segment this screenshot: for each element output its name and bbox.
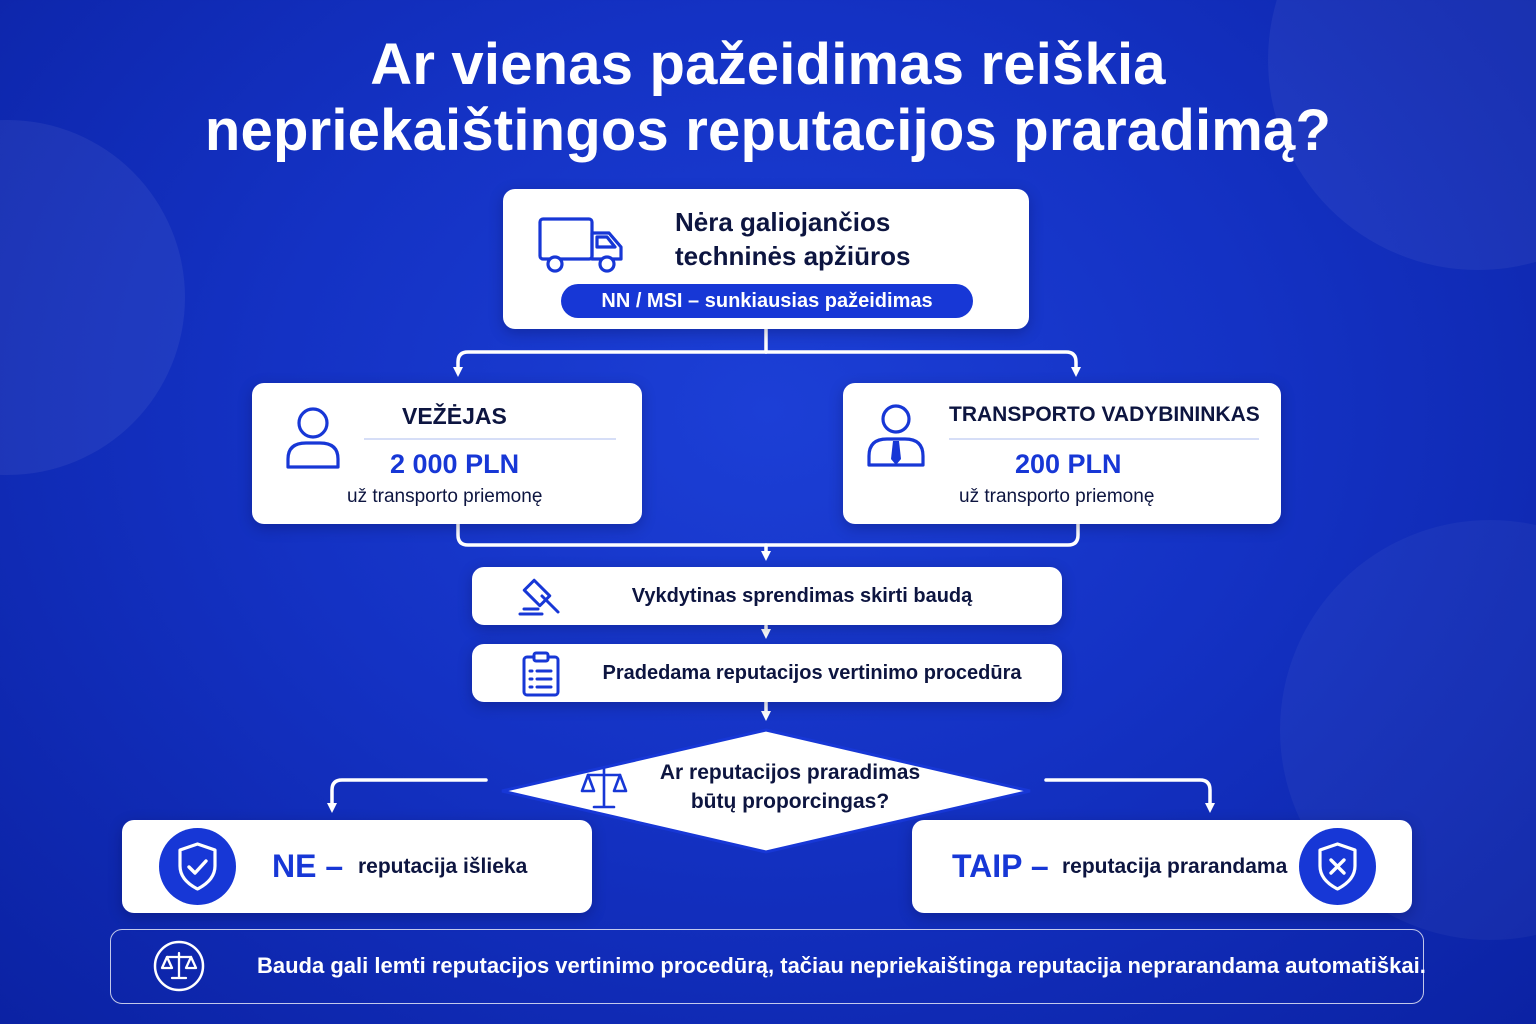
carrier-amount: 2 000 PLN (390, 449, 520, 479)
truck-icon (537, 215, 625, 275)
question-line-2: būtų proporcingas? (690, 790, 890, 813)
title-line-1: Ar vienas pažeidimas reiškia (370, 32, 1166, 97)
manager-amount: 200 PLN (1015, 449, 1122, 479)
person-icon (284, 403, 342, 471)
severity-badge: NN / MSI – sunkiausias pažeidimas (561, 284, 973, 318)
connector-merge (458, 524, 1078, 545)
shield-x-icon (1299, 828, 1376, 905)
manager-divider (949, 438, 1259, 440)
carrier-card (252, 383, 642, 524)
footer-text: Bauda gali lemti reputacijos vertinimo procedūrą, tačiau nepriekaištinga reputacija neprarandama automatiškai. (257, 953, 1426, 978)
result-no-text: reputacija išlieka (358, 855, 528, 878)
connector-to-yes (1046, 780, 1210, 808)
procedure-text: Pradedama reputacijos vertinimo procedūra (602, 662, 1022, 684)
carrier-divider (364, 438, 616, 440)
result-no-key: NE – (272, 848, 344, 884)
violation-title-line-2: techninės apžiūros (675, 241, 911, 271)
connector-split-right (766, 352, 1076, 372)
result-yes-text: reputacija prarandama (1062, 855, 1288, 878)
result-yes-card (912, 820, 1412, 913)
footer-note (110, 929, 1424, 1004)
carrier-title: VEŽĖJAS (402, 403, 507, 429)
connector-split-left (458, 352, 766, 372)
decision-text: Vykdytinas sprendimas skirti baudą (631, 585, 973, 607)
manager-title: TRANSPORTO VADYBININKAS (949, 403, 1260, 426)
result-no-card (122, 820, 592, 913)
manager-card (843, 383, 1281, 524)
procedure-step (472, 644, 1062, 702)
carrier-unit: už transporto priemonę (347, 486, 543, 507)
question-text (600, 758, 980, 816)
decision-step (472, 567, 1062, 625)
title-line-2: nepriekaištingos reputacijos praradimą? (204, 98, 1332, 163)
violation-title (675, 205, 911, 273)
connector-to-no (332, 780, 486, 808)
manager-unit: už transporto priemonę (959, 486, 1155, 507)
violation-title-line-1: Nėra galiojančios (675, 207, 891, 237)
result-yes-key: TAIP – (952, 848, 1049, 884)
manager-icon (865, 401, 927, 469)
violation-card (503, 189, 1029, 329)
question-line-1: Ar reputacijos praradimas (659, 761, 921, 784)
shield-check-icon (159, 828, 236, 905)
scales-circle-icon (153, 940, 205, 992)
